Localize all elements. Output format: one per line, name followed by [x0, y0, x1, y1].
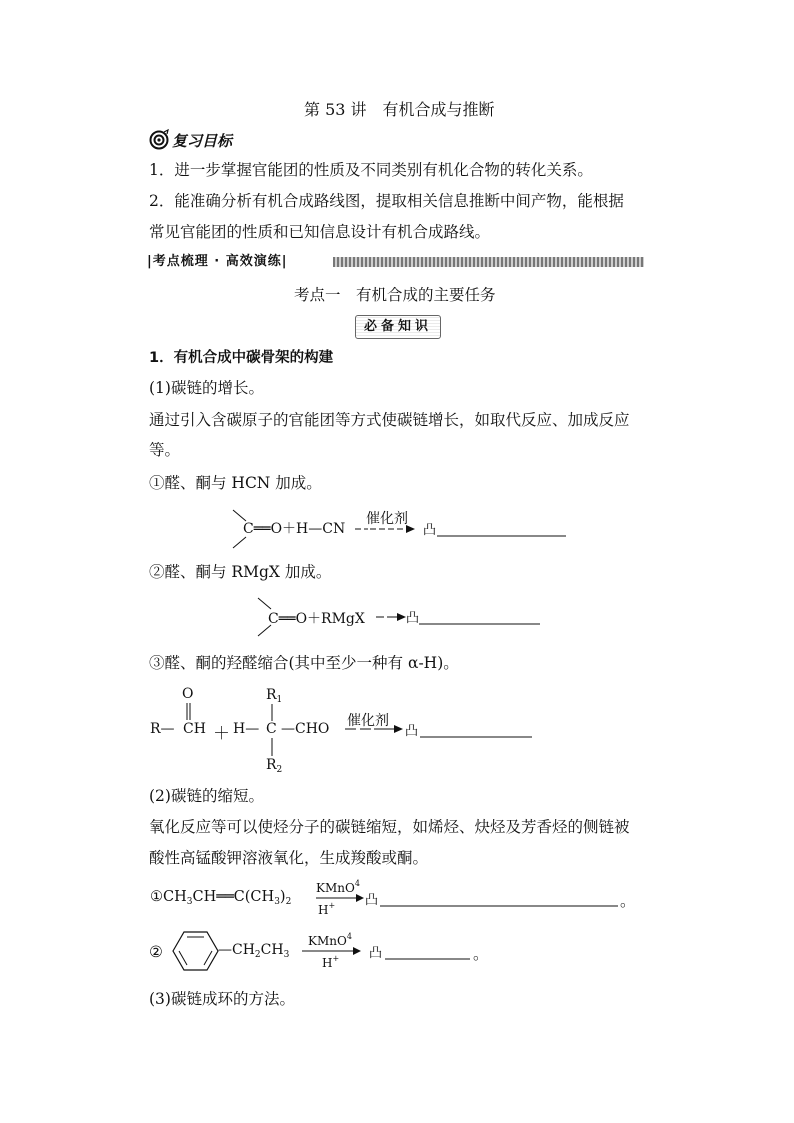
case-rmgx-addition: ②醛、酮与 RMgX 加成。 — [149, 563, 332, 581]
eq3-blank-marker: 凸 — [405, 724, 419, 739]
section-label-review-goals: 复习目标 — [172, 132, 233, 150]
eq3-r1: $R_1$ — [266, 687, 283, 705]
banner-label: |考点梳理 · 高效演练| — [147, 254, 288, 269]
eq1-catalyst: 催化剂 — [366, 511, 408, 527]
eq4-oxidant: KMnO$^4$ — [316, 879, 360, 895]
eq5-period: 。 — [473, 945, 489, 963]
required-knowledge-badge: 必备知识 — [355, 315, 441, 339]
goal-line-3: 常见官能团的性质和已知信息设计有机合成路线。 — [149, 223, 491, 241]
eq4-blank-marker: 凸 — [365, 893, 379, 908]
paragraph-shortening-line-2: 酸性高锰酸钾溶液氧化，生成羧酸或酮。 — [149, 849, 429, 867]
eq5-acid-condition: H+ — [322, 954, 340, 970]
eq5-number: ② — [149, 943, 163, 961]
eq2-left: C══O＋RMgX — [268, 611, 365, 627]
heading-carbon-skeleton: 1．有机合成中碳骨架的构建 — [149, 350, 334, 366]
subheading-ring-formation: (3)碳链成环的方法。 — [149, 990, 295, 1008]
subheading-chain-shortening: (2)碳链的缩短。 — [149, 787, 264, 805]
eq5-oxidant: KMnO$^4$ — [308, 932, 352, 948]
eq1-left: C══O＋H—CN — [243, 521, 346, 537]
eq2-blank-marker: 凸 — [406, 611, 420, 626]
eq3-r2: $R_2$ — [266, 757, 283, 775]
case-aldol-condensation: ③醛、酮的羟醛缩合(其中至少一种有 α-H)。 — [149, 654, 459, 672]
paragraph-shortening-line-1: 氧化反应等可以使烃分子的碳链缩短，如烯烃、炔烃及芳香烃的侧链被 — [149, 818, 630, 836]
eq3-catalyst: 催化剂 — [347, 713, 389, 729]
eq1-blank-marker: 凸 — [423, 523, 437, 538]
eq3-carbonyl-oxygen: O — [182, 686, 194, 702]
eq3-ch: CH — [183, 721, 206, 737]
eq3-plus: ＋ — [213, 724, 230, 744]
eq5-side-chain: $—CH_2CH_3$ — [218, 942, 290, 960]
eq4-reactant: $①CH_3CH══C(CH_3)_2$ — [150, 889, 292, 907]
eq4-period: 。 — [620, 892, 636, 910]
goal-line-1: 1．进一步掌握官能团的性质及不同类别有机化合物的转化关系。 — [149, 161, 593, 179]
eq3-cho: —CHO — [281, 721, 330, 737]
lecture-title: 第 53 讲 有机合成与推断 — [304, 100, 495, 119]
eq3-h: H— — [233, 721, 260, 737]
case-hcn-addition: ①醛、酮与 HCN 加成。 — [149, 474, 322, 492]
point-title: 考点一 有机合成的主要任务 — [294, 286, 496, 304]
eq3-central-carbon: C — [266, 721, 277, 737]
eq5-blank-marker: 凸 — [369, 946, 383, 961]
goal-line-2: 2．能准确分析有机合成路线图，提取相关信息推断中间产物，能根据 — [149, 192, 624, 210]
eq3-r-group: R— — [150, 721, 175, 737]
subheading-chain-growth: (1)碳链的增长。 — [149, 379, 264, 397]
paragraph-growth-line-1: 通过引入含碳原子的官能团等方式使碳链增长，如取代反应、加成反应 — [149, 411, 630, 429]
eq4-acid-condition: H+ — [318, 901, 336, 917]
paragraph-growth-line-2: 等。 — [149, 441, 181, 459]
